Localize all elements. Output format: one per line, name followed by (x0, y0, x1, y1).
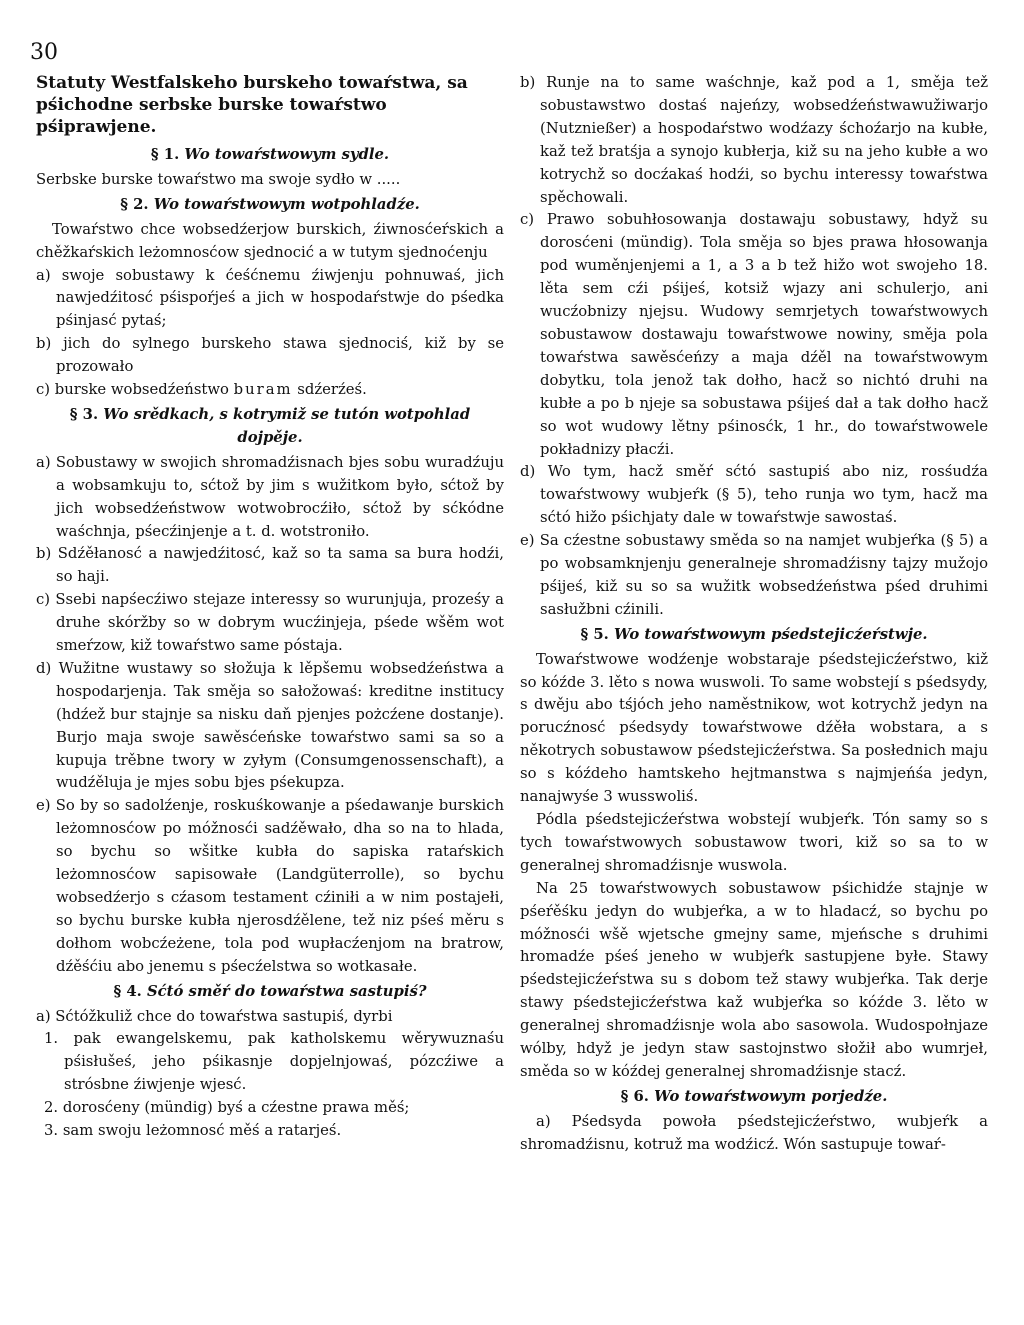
section-number: § 5. (580, 625, 609, 643)
item-label: 3. (44, 1122, 59, 1140)
list-item (36, 589, 504, 658)
list-item (520, 72, 988, 209)
item-label: b) (36, 335, 52, 353)
item-label: 2. (44, 1099, 59, 1117)
section-title: Wo towaŕstwowym porjedźe. (654, 1087, 888, 1105)
item-text: swoje sobustawy k ćeśćnemu źiwjenju pohnuwaś, jich nawjedźitosć pśispoŕjeś a jich w hospodaŕstwje do pśedka pśinjasć pytaś; (56, 266, 504, 330)
list-item (36, 1120, 504, 1143)
item-label: c) (36, 591, 51, 609)
right-column (520, 72, 988, 1157)
section-number: § 4. (113, 982, 142, 1000)
section-4-heading (36, 981, 504, 1004)
list-item (36, 265, 504, 334)
paragraph: a) Pśedsyda powoła pśedstejicźeŕstwo, wubjeŕk a shromadźisnu, kotruž ma wodźicź. Wón sastupuje towaŕ- (520, 1112, 988, 1153)
item-text: Ssebi napśecźiwo stejaze interessy so wurunjuja, proześy a druhe skóržby so w dobrym wucźinjeja, pśede wšěm wot smeŕzow, kiž towaŕstwo same póstaja. (55, 591, 504, 655)
item-label: e) (36, 797, 51, 815)
paragraph: a) Sćtóžkuliž chce do towaŕstwa sastupiś, dyrbi (36, 1007, 393, 1025)
section-2-heading (36, 194, 504, 217)
list-item (36, 333, 504, 379)
list-item (36, 795, 504, 978)
document-title: Statuty Westfalskeho burskeho towaŕstwa, sa pśichodne serbske burske towaŕstwo pśiprawjene. (36, 73, 468, 137)
list-item (520, 461, 988, 530)
paragraph: Na 25 towaŕstwowych sobustawow pśichidźe stajnje w pśeŕěśku jedyn do wubjeŕka, a w to hladacź, so bychu po móžnosći wšě wjetsche gmejny same, mjeńsche s druhimi hromadźe pśeś jeneho w wubjeŕk sastupjene byłe. Stawy pśedstejicźeŕstwa su s dobom tež stawy wubjeŕka. Tak derje stawy pśedstejicźeŕstwa kaž wubjeŕka so kóźde 3. lěto w generalnej shromadźisnje wola abo sasowola. Wudospołnjaze wólby, hdyž je jedyn staw sastojnstwo słožił abo wumrjeł, směda so w kóźdej generalnej shromadźisnje stacź. (520, 879, 988, 1080)
paragraph: Serbske burske towaŕstwo ma swoje sydło w ..... (36, 170, 401, 188)
item-label: d) (36, 659, 52, 677)
list-item (520, 209, 988, 461)
paragraph: Towaŕstwowe wodźenje wobstaraje pśedstejicźeŕstwo, kiž so kóźde 3. lěto s nowa wuswoli. To same wobstejí s pśedsydy, s dwěju abo tśjóch jeho naměstnikow, wot kotrychž jedyn na porucźnosć pśedsydy towaŕstwowe dźěła wobstara, a s někotrych sobustawow pśedstejicźeŕstwa. Sa posłednich maju so s kóźdeho hamtskeho hejtmanstwa s najmjeńśa jedyn, nanajwyśe 3 wusswoliś. (520, 650, 988, 806)
item-text: jich do sylnego burskeho stawa sjednociś, kiž by se prozowało (56, 335, 504, 376)
item-text: pak ewangelskemu, pak katholskemu wěrywuznaśu pśisłušeś, jeho pśikasnje dopjelnjowaś, pózcźiwe a strósbne źiwjenje wjesć. (64, 1030, 504, 1094)
section-title: Wo towaŕstwowym sydle. (184, 146, 390, 163)
item-text-spaced: buram (233, 381, 293, 399)
item-text: burske wobsedźeństwo (54, 381, 234, 399)
list-item (36, 543, 504, 589)
section-number: § 1. (150, 146, 180, 163)
item-label: a) (36, 266, 51, 284)
item-label: c) (520, 211, 535, 229)
item-text: So by so sadolźenje, roskuśkowanje a pśedawanje burskich leżomnosćow po móžnosći sadźěwało, dha so na to hlada, so bychu so wšitke kubła do sapiska rataŕskich leżomnosćow sapisowałe (Landgüterrolle), so bychu wobsedźerjo s cźasom testament cźiniłi a w nim postajełi, so bychu burske kubła njerosdźělene, tež niz pśeś měru s dołhom wobcźeżene, tola pod wupłacźenjom na bratrow, dźěśćiu abo jenemu s pśecźelstwa so wotkasałe. (55, 797, 504, 975)
section-title: Wo srědkach, s kotrymiž se tutón wotpohlad dojpěje. (103, 405, 471, 446)
item-text: Sa cźestne sobustawy směda so na namjet wubjeŕka (§ 5) a po wobsamknjenju generalneje shromadźisny tajzy mužojo pśijeś, kiž su so sa wužitk wobsedźeństwa pśed druhimi sasłužbni cźinili. (539, 532, 988, 618)
list-item (520, 530, 988, 622)
paragraph: Towaŕstwo chce wobsedźerjow burskich, źiwnosćeŕskich a chěžkaŕskich leżomnosćow sjednocić a w tutym sjednoćenju (36, 220, 504, 261)
left-column (36, 72, 504, 1143)
list-item (36, 658, 504, 795)
item-label: b) (36, 545, 52, 563)
section-title: Wo towaŕstwowym pśedstejicźeŕstwje. (613, 625, 928, 643)
section-number: § 2. (120, 195, 149, 213)
item-label: d) (520, 463, 536, 481)
item-text: Prawo sobuhłosowanja dostawaju sobustawy, hdyž su dorosćeni (mündig). Tola směja so bjes prawa hłosowanja pod wuměnjenjemi a 1, a 3 a b tež hižo wot swojeho 18. lěta sem cźi pśijeś, kotsiž wjazy ani schulerjo, ani wucźobnizy njejsu. Wudowy semrjetych towaŕstwowych sobustawow dostawaju towaŕstwowe nowiny, směja pola towaŕstwa sawěsćeńzy a maja dźěl na towaŕstwowym dobytku, tola jenož tak dołho, hacž so nichtó druhi na kubłe a po b njeje sa sobustawa pśijeś dał a tak dołho hacž so wot wudowy lětny pśinosćk, 1 hr., do towaŕstwowele pokładnizy płacźi. (540, 211, 988, 458)
paragraph: Pódla pśedstejicźeŕstwa wobstejí wubjeŕk. Tón samy so s tych towaŕstwowych sobustawow twori, kiž so sa to w generalnej shromadźisnje wuswola. (520, 811, 988, 874)
item-text: Wužitne wustawy so słožuja k lěpšemu wobsedźeństwa a hospodarjenja. Tak směja so sałožowaś: kreditne institucy (hdźež bur stajnje sa nisku daň pjenjes pożcźene dostanje). Burjo maja swoje sawěsćeńske towaŕstwo sami sa so a kupuja trěbne twory w zyłym (Consumgenossenschaft), a wudźěluja je mjes sobu bjes pśekupza. (56, 659, 504, 792)
item-text: dorosćeny (mündig) byś a cźestne prawa měś; (62, 1099, 410, 1117)
section-title: Sćtó směŕ do towaŕstwa sastupiś? (146, 982, 427, 1000)
item-label: e) (520, 532, 535, 550)
section-title: Wo towaŕstwowym wotpohladźe. (153, 195, 420, 213)
item-text: sdźerźeś. (292, 381, 367, 399)
section-number: § 6. (620, 1087, 649, 1105)
section-1-heading (36, 144, 504, 167)
item-text: Runje na to same waśchnje, kaž pod a 1, směja tež sobustawstwo dostaś najeńzy, wobsedźeństwawužiwarjo (Nutznießer) a hospodaŕstwo wodźazy śchoźarjo na kubłe, kaž tež bratśja a synojo kubłerja, kiž su na jeho kubłe a wo kotrychž so docźakaś hodźi, so bychu interessy towaŕstwa spěchowali. (540, 74, 988, 206)
list-item (36, 452, 504, 544)
item-label: c) (36, 381, 51, 399)
item-text: Sobustawy w swojich shromadźisnach bjes sobu wuradźuju a wobsamkuju to, sćtož by jim s wužitkom było, sćtož by jich wobsedźeństwow wotwobrocźiło, sćtož by sćkódne waśchnja, pśecźinjenje a t. d. wotstroniło. (55, 453, 504, 540)
section-5-heading (520, 624, 988, 647)
section-3-heading (36, 404, 504, 450)
item-text: Wo tym, hacž směŕ sćtó sastupiś abo niz, rosśudźa towaŕstwowy wubjeŕk (§ 5), teho runja wo tym, hacž ma sćtó hižo pśichjaty dale w towaŕstwje sawostaś. (540, 463, 988, 527)
item-label: b) (520, 74, 536, 91)
list-item (36, 379, 504, 402)
item-text: Sdźěłanosć a nawjedźitosć, kaž so ta sama sa bura hodźi, so haji. (56, 545, 504, 586)
item-label: a) (36, 453, 51, 471)
section-number: § 3. (69, 405, 99, 423)
item-text: sam swoju leżomnosć měś a ratarjeś. (62, 1122, 342, 1140)
list-item (36, 1028, 504, 1097)
list-item (36, 1097, 504, 1120)
section-6-heading (520, 1086, 988, 1109)
page-number: 30 (30, 40, 58, 65)
item-label: 1. (44, 1030, 59, 1048)
